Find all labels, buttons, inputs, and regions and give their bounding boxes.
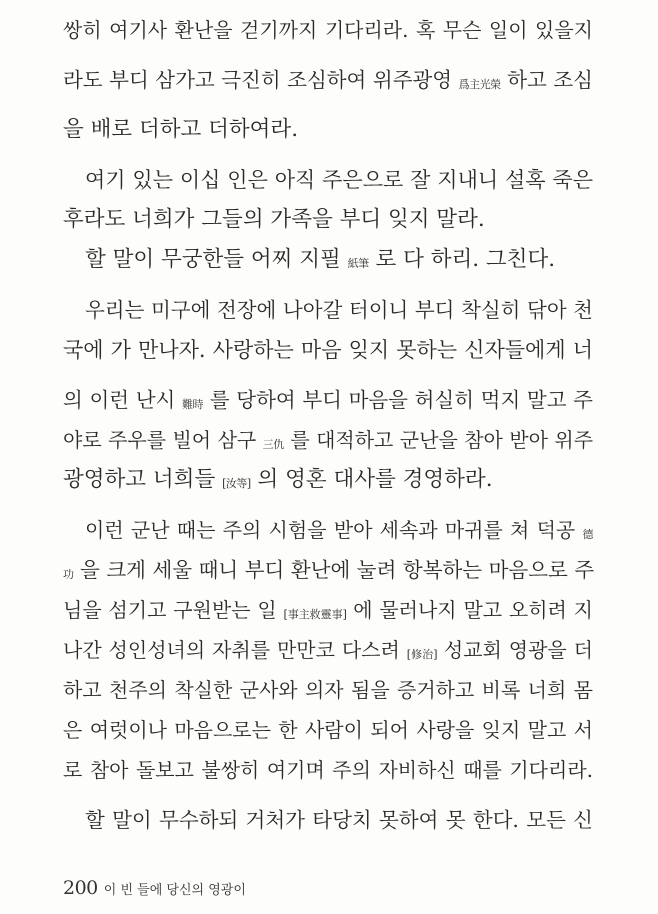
line-text: 광영하고 너희들	[63, 467, 216, 492]
text-line	[63, 240, 593, 280]
line-text: 우리는 미구에 전장에 나아갈 터이니 부디 착실히 닦아 천	[85, 298, 593, 322]
line-text: 할 말이 무궁한들 어찌 지필	[85, 247, 341, 272]
line-text: 의 이런 난시	[63, 388, 176, 412]
text-line	[63, 550, 593, 590]
line-text: 로 참아 돌보고 불쌍히 여기며 주의 자비하신 때를 기다리라.	[63, 758, 593, 782]
line-text: 하고 조심	[507, 68, 593, 92]
hanja-annotation: 德	[582, 528, 593, 541]
line-text: 라도 부디 삼가고 극진히 조심하여 위주광영	[63, 68, 453, 92]
line-text: 에 물러나지 말고 오히려 지	[353, 598, 594, 622]
line-text: 나간 성인성녀의 자취를 만만코 다스려	[63, 638, 400, 662]
line-text: 할 말이 무수하되 거처가 타당치 못하여 못 한다. 모든 신	[85, 808, 593, 832]
text-line	[63, 330, 593, 370]
hanja-annotation: [修治]	[406, 648, 437, 661]
line-text: 을 배로 더하고 더하여라.	[63, 117, 299, 142]
hanja-annotation: [事主救靈事]	[283, 608, 347, 621]
line-text: 은 여럿이나 마음으로는 한 사람이 되어 사랑을 잊지 말고 서	[63, 718, 593, 742]
line-text: 쌍히 여기사 환난을 걷기까지 기다리라. 혹 무슨 일이 있을지	[63, 18, 593, 42]
hanja-annotation: 難時	[181, 398, 204, 411]
text-line	[63, 160, 593, 200]
text-line	[63, 590, 593, 630]
text-line	[63, 290, 593, 330]
text-line	[63, 710, 593, 750]
hanja-annotation: 爲主光榮	[458, 78, 501, 91]
line-text: 를 당하여 부디 마음을 허실히 먹지 말고 주	[209, 388, 593, 412]
text-line	[63, 460, 593, 500]
text-line	[63, 380, 593, 420]
text-line	[63, 750, 593, 790]
line-text: 야로 주우를 빌어 삼구	[63, 428, 257, 452]
running-title: 이 빈 들에 당신의 영광이	[103, 883, 246, 898]
line-text: 후라도 너희가 그들의 가족을 부디 잊지 말라.	[63, 207, 485, 232]
page-number: 200	[63, 877, 98, 899]
text-line	[63, 10, 593, 50]
text-line	[63, 420, 593, 460]
line-text: 성교회 영광을 더	[443, 638, 593, 662]
line-text: 여기 있는 이십 인은 아직 주은으로 잘 지내니 설혹 죽은	[85, 168, 593, 192]
line-text: 이런 군난 때는 주의 시험을 받아 세속과 마귀를 쳐 덕공	[85, 518, 576, 542]
text-line	[63, 110, 593, 150]
hanja-annotation: 功	[63, 568, 74, 581]
text-line	[63, 60, 593, 100]
text-line	[63, 200, 593, 240]
hanja-annotation: 紙筆	[347, 257, 369, 270]
line-text: 를 대적하고 군난을 참아 받아 위주	[290, 428, 594, 452]
line-text: 하고 천주의 착실한 군사와 의자 됨을 증거하고 비록 너희 몸	[63, 678, 593, 702]
text-line	[63, 670, 593, 710]
text-line	[63, 510, 593, 550]
page-footer	[63, 877, 246, 903]
text-line	[63, 630, 593, 670]
line-text: 로 다 하리. 그친다.	[375, 247, 556, 272]
line-text: 의 영혼 대사를 경영하라.	[257, 467, 493, 492]
line-text: 을 크게 세울 때니 부디 환난에 눌려 항복하는 마음으로 주	[80, 558, 595, 582]
hanja-annotation: [汝等]	[222, 477, 251, 490]
hanja-annotation: 三仇	[262, 438, 284, 451]
text-line	[63, 800, 593, 840]
line-text: 국에 가 만나자. 사랑하는 마음 잊지 못하는 신자들에게 너	[63, 338, 593, 362]
line-text: 님을 섬기고 구원받는 일	[63, 598, 277, 622]
